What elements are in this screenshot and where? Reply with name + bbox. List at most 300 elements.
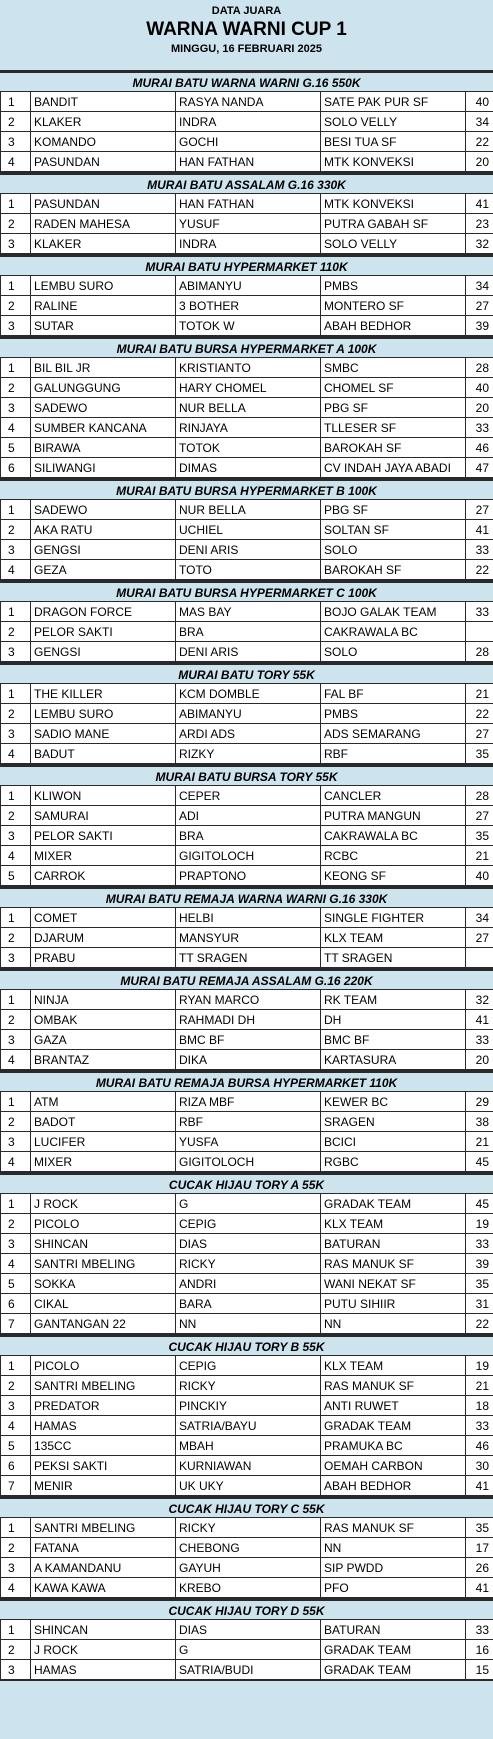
score-cell: 46 xyxy=(466,1436,493,1456)
team-cell: BMC BF xyxy=(321,1030,466,1050)
owner-cell: YUSFA xyxy=(176,1132,321,1152)
score-cell: 40 xyxy=(466,378,493,398)
team-cell: NN xyxy=(321,1538,466,1558)
score-cell: 20 xyxy=(466,398,493,418)
table-row xyxy=(1,398,493,418)
class-section xyxy=(0,887,493,969)
table-row xyxy=(1,1050,493,1070)
table-row xyxy=(1,1396,493,1416)
class-title: MURAI BATU BURSA TORY 55K xyxy=(0,765,493,785)
owner-cell: RAHMADI DH xyxy=(176,1010,321,1030)
team-cell: PUTRA MANGUN xyxy=(321,806,466,826)
rank-cell: 4 xyxy=(1,1254,31,1274)
owner-cell: HAN FATHAN xyxy=(176,194,321,214)
rank-cell: 1 xyxy=(1,1518,31,1538)
team-cell: BATURAN xyxy=(321,1234,466,1254)
table-row xyxy=(1,540,493,560)
rank-cell: 2 xyxy=(1,806,31,826)
score-cell: 32 xyxy=(466,234,493,254)
table-row xyxy=(1,458,493,478)
class-section xyxy=(0,1599,493,1681)
rank-cell: 2 xyxy=(1,112,31,132)
class-title: CUCAK HIJAU TORY D 55K xyxy=(0,1599,493,1619)
bird-name-cell: A KAMANDANU xyxy=(31,1558,176,1578)
rank-cell: 4 xyxy=(1,152,31,172)
score-cell: 21 xyxy=(466,846,493,866)
owner-cell: TOTOK xyxy=(176,438,321,458)
bird-name-cell: SANTRI MBELING xyxy=(31,1254,176,1274)
table-row xyxy=(1,1254,493,1274)
score-cell: 19 xyxy=(466,1214,493,1234)
team-cell: CAKRAWALA BC xyxy=(321,826,466,846)
rank-cell: 4 xyxy=(1,846,31,866)
table-row xyxy=(1,622,493,642)
results-sections xyxy=(0,71,493,1681)
results-table xyxy=(0,1193,493,1334)
rank-cell: 6 xyxy=(1,458,31,478)
score-cell xyxy=(466,622,493,642)
class-section xyxy=(0,173,493,255)
rank-cell: 3 xyxy=(1,642,31,662)
owner-cell: G xyxy=(176,1194,321,1214)
score-cell: 40 xyxy=(466,866,493,886)
score-cell: 27 xyxy=(466,724,493,744)
team-cell: PBG SF xyxy=(321,500,466,520)
bird-name-cell: BANDIT xyxy=(31,92,176,112)
bird-name-cell: ATM xyxy=(31,1092,176,1112)
team-cell: GRADAK TEAM xyxy=(321,1660,466,1680)
score-cell: 35 xyxy=(466,1518,493,1538)
rank-cell: 3 xyxy=(1,1030,31,1050)
team-cell: MTK KONVEKSI xyxy=(321,152,466,172)
bird-name-cell: PELOR SAKTI xyxy=(31,826,176,846)
team-cell: KLX TEAM xyxy=(321,928,466,948)
rank-cell: 1 xyxy=(1,1356,31,1376)
score-cell: 31 xyxy=(466,1294,493,1314)
table-row xyxy=(1,1456,493,1476)
results-table xyxy=(0,907,493,968)
table-row xyxy=(1,1558,493,1578)
event-title: WARNA WARNI CUP 1 xyxy=(146,19,347,40)
table-row xyxy=(1,1640,493,1660)
team-cell: KLX TEAM xyxy=(321,1356,466,1376)
table-row xyxy=(1,194,493,214)
rank-cell: 2 xyxy=(1,704,31,724)
bird-name-cell: PREDATOR xyxy=(31,1396,176,1416)
bird-name-cell: LUCIFER xyxy=(31,1132,176,1152)
team-cell: OEMAH CARBON xyxy=(321,1456,466,1476)
rank-cell: 4 xyxy=(1,1152,31,1172)
bird-name-cell: GENGSI xyxy=(31,540,176,560)
owner-cell: CEPIG xyxy=(176,1214,321,1234)
score-cell: 33 xyxy=(466,1030,493,1050)
bird-name-cell: AKA RATU xyxy=(31,520,176,540)
rank-cell: 3 xyxy=(1,540,31,560)
results-table xyxy=(0,91,493,172)
event-date: MINGGU, 16 FEBRUARI 2025 xyxy=(171,43,322,55)
team-cell: RK TEAM xyxy=(321,990,466,1010)
team-cell: BAROKAH SF xyxy=(321,438,466,458)
team-cell: ABAH BEDHOR xyxy=(321,316,466,336)
class-section xyxy=(0,479,493,581)
bird-name-cell: SADEWO xyxy=(31,500,176,520)
bird-name-cell: MENIR xyxy=(31,1476,176,1496)
bird-name-cell: COMET xyxy=(31,908,176,928)
owner-cell: CHEBONG xyxy=(176,1538,321,1558)
score-cell: 41 xyxy=(466,520,493,540)
owner-cell: RBF xyxy=(176,1112,321,1132)
score-cell: 27 xyxy=(466,928,493,948)
score-cell: 33 xyxy=(466,602,493,622)
bird-name-cell: 135CC xyxy=(31,1436,176,1456)
score-cell: 41 xyxy=(466,1010,493,1030)
rank-cell: 2 xyxy=(1,1640,31,1660)
bird-name-cell: GALUNGGUNG xyxy=(31,378,176,398)
class-section xyxy=(0,71,493,173)
rank-cell: 4 xyxy=(1,560,31,580)
bird-name-cell: PASUNDAN xyxy=(31,152,176,172)
class-title: MURAI BATU REMAJA ASSALAM G.16 220K xyxy=(0,969,493,989)
rank-cell: 3 xyxy=(1,1396,31,1416)
rank-cell: 2 xyxy=(1,1010,31,1030)
bird-name-cell: BADOT xyxy=(31,1112,176,1132)
owner-cell: GAYUH xyxy=(176,1558,321,1578)
team-cell: TT SRAGEN xyxy=(321,948,466,968)
table-row xyxy=(1,1476,493,1496)
owner-cell: CEPER xyxy=(176,786,321,806)
class-title: MURAI BATU HYPERMARKET 110K xyxy=(0,255,493,275)
team-cell: SMBC xyxy=(321,358,466,378)
score-cell: 35 xyxy=(466,1274,493,1294)
team-cell: GRADAK TEAM xyxy=(321,1416,466,1436)
team-cell: ABAH BEDHOR xyxy=(321,1476,466,1496)
team-cell: BESI TUA SF xyxy=(321,132,466,152)
table-row xyxy=(1,438,493,458)
bird-name-cell: SHINCAN xyxy=(31,1234,176,1254)
owner-cell: ARDI ADS xyxy=(176,724,321,744)
team-cell: SOLO VELLY xyxy=(321,112,466,132)
rank-cell: 2 xyxy=(1,378,31,398)
bird-name-cell: SAMURAI xyxy=(31,806,176,826)
score-cell xyxy=(466,948,493,968)
rank-cell: 5 xyxy=(1,438,31,458)
team-cell: KEWER BC xyxy=(321,1092,466,1112)
score-cell: 39 xyxy=(466,316,493,336)
rank-cell: 3 xyxy=(1,132,31,152)
bird-name-cell: PEKSI SAKTI xyxy=(31,1456,176,1476)
owner-cell: DIMAS xyxy=(176,458,321,478)
results-table xyxy=(0,1355,493,1496)
owner-cell: DENI ARIS xyxy=(176,642,321,662)
owner-cell: NUR BELLA xyxy=(176,398,321,418)
owner-cell: BRA xyxy=(176,826,321,846)
results-table xyxy=(0,1619,493,1680)
bird-name-cell: KLAKER xyxy=(31,234,176,254)
table-row xyxy=(1,1356,493,1376)
score-cell: 46 xyxy=(466,438,493,458)
table-row xyxy=(1,846,493,866)
results-table xyxy=(0,193,493,254)
owner-cell: INDRA xyxy=(176,234,321,254)
bird-name-cell: GANTANGAN 22 xyxy=(31,1314,176,1334)
rank-cell: 2 xyxy=(1,1112,31,1132)
owner-cell: GIGITOLOCH xyxy=(176,1152,321,1172)
rank-cell: 3 xyxy=(1,1234,31,1254)
table-row xyxy=(1,1214,493,1234)
score-cell: 34 xyxy=(466,908,493,928)
class-title: MURAI BATU REMAJA BURSA HYPERMARKET 110K xyxy=(0,1071,493,1091)
table-row xyxy=(1,1660,493,1680)
team-cell: TLLESER SF xyxy=(321,418,466,438)
table-row xyxy=(1,1314,493,1334)
owner-cell: MAS BAY xyxy=(176,602,321,622)
bird-name-cell: SANTRI MBELING xyxy=(31,1518,176,1538)
bird-name-cell: LEMBU SURO xyxy=(31,704,176,724)
bird-name-cell: FATANA xyxy=(31,1538,176,1558)
team-cell: KARTASURA xyxy=(321,1050,466,1070)
table-row xyxy=(1,1152,493,1172)
team-cell: PBG SF xyxy=(321,398,466,418)
rank-cell: 2 xyxy=(1,928,31,948)
owner-cell: DIAS xyxy=(176,1234,321,1254)
results-table xyxy=(0,785,493,886)
results-table xyxy=(0,683,493,764)
owner-cell: G xyxy=(176,1640,321,1660)
rank-cell: 1 xyxy=(1,786,31,806)
owner-cell: SATRIA/BAYU xyxy=(176,1416,321,1436)
rank-cell: 1 xyxy=(1,92,31,112)
rank-cell: 2 xyxy=(1,1214,31,1234)
table-row xyxy=(1,520,493,540)
score-cell: 23 xyxy=(466,214,493,234)
table-row xyxy=(1,602,493,622)
team-cell: CANCLER xyxy=(321,786,466,806)
owner-cell: RASYA NANDA xyxy=(176,92,321,112)
table-row xyxy=(1,1030,493,1050)
score-cell: 27 xyxy=(466,806,493,826)
team-cell: PMBS xyxy=(321,704,466,724)
class-title: MURAI BATU REMAJA WARNA WARNI G.16 330K xyxy=(0,887,493,907)
team-cell: SRAGEN xyxy=(321,1112,466,1132)
rank-cell: 3 xyxy=(1,234,31,254)
score-cell: 21 xyxy=(466,1376,493,1396)
rank-cell: 3 xyxy=(1,1558,31,1578)
owner-cell: TOTOK W xyxy=(176,316,321,336)
score-cell: 33 xyxy=(466,1416,493,1436)
score-cell: 45 xyxy=(466,1194,493,1214)
bird-name-cell: GAZA xyxy=(31,1030,176,1050)
owner-cell: RIZA MBF xyxy=(176,1092,321,1112)
table-row xyxy=(1,378,493,398)
score-cell: 47 xyxy=(466,458,493,478)
owner-cell: INDRA xyxy=(176,112,321,132)
team-cell: BATURAN xyxy=(321,1620,466,1640)
bird-name-cell: PRABU xyxy=(31,948,176,968)
bird-name-cell: RADEN MAHESA xyxy=(31,214,176,234)
sheet-label: DATA JUARA xyxy=(211,5,282,17)
score-cell: 19 xyxy=(466,1356,493,1376)
bird-name-cell: SANTRI MBELING xyxy=(31,1376,176,1396)
team-cell: RAS MANUK SF xyxy=(321,1376,466,1396)
owner-cell: KCM DOMBLE xyxy=(176,684,321,704)
rank-cell: 7 xyxy=(1,1314,31,1334)
rank-cell: 3 xyxy=(1,724,31,744)
class-section xyxy=(0,1335,493,1497)
team-cell: WANI NEKAT SF xyxy=(321,1274,466,1294)
team-cell: SOLO VELLY xyxy=(321,234,466,254)
rank-cell: 4 xyxy=(1,1050,31,1070)
rank-cell: 1 xyxy=(1,908,31,928)
table-row xyxy=(1,928,493,948)
rank-cell: 1 xyxy=(1,1194,31,1214)
class-title: MURAI BATU WARNA WARNI G.16 550K xyxy=(0,71,493,91)
table-row xyxy=(1,704,493,724)
rank-cell: 5 xyxy=(1,1274,31,1294)
class-title: MURAI BATU BURSA HYPERMARKET B 100K xyxy=(0,479,493,499)
score-cell: 30 xyxy=(466,1456,493,1476)
rank-cell: 3 xyxy=(1,1660,31,1680)
score-cell: 22 xyxy=(466,560,493,580)
owner-cell: 3 BOTHER xyxy=(176,296,321,316)
rank-cell: 3 xyxy=(1,316,31,336)
score-cell: 21 xyxy=(466,684,493,704)
table-row xyxy=(1,1416,493,1436)
score-cell: 17 xyxy=(466,1538,493,1558)
owner-cell: MANSYUR xyxy=(176,928,321,948)
score-cell: 28 xyxy=(466,786,493,806)
bird-name-cell: NINJA xyxy=(31,990,176,1010)
table-row xyxy=(1,724,493,744)
owner-cell: DIAS xyxy=(176,1620,321,1640)
table-row xyxy=(1,1092,493,1112)
bird-name-cell: THE KILLER xyxy=(31,684,176,704)
table-row xyxy=(1,1294,493,1314)
team-cell: SOLTAN SF xyxy=(321,520,466,540)
owner-cell: SATRIA/BUDI xyxy=(176,1660,321,1680)
rank-cell: 1 xyxy=(1,684,31,704)
table-row xyxy=(1,132,493,152)
class-title: MURAI BATU BURSA HYPERMARKET C 100K xyxy=(0,581,493,601)
table-row xyxy=(1,1518,493,1538)
results-table xyxy=(0,1517,493,1598)
rank-cell: 5 xyxy=(1,866,31,886)
owner-cell: GIGITOLOCH xyxy=(176,846,321,866)
owner-cell: BARA xyxy=(176,1294,321,1314)
rank-cell: 2 xyxy=(1,520,31,540)
bird-name-cell: SADEWO xyxy=(31,398,176,418)
bird-name-cell: SHINCAN xyxy=(31,1620,176,1640)
owner-cell: MBAH xyxy=(176,1436,321,1456)
score-cell: 38 xyxy=(466,1112,493,1132)
table-row xyxy=(1,990,493,1010)
bird-name-cell: BADUT xyxy=(31,744,176,764)
rank-cell: 3 xyxy=(1,826,31,846)
team-cell: CAKRAWALA BC xyxy=(321,622,466,642)
owner-cell: KRISTIANTO xyxy=(176,358,321,378)
team-cell: PUTU SIHIIR xyxy=(321,1294,466,1314)
class-section xyxy=(0,255,493,337)
class-title: MURAI BATU ASSALAM G.16 330K xyxy=(0,173,493,193)
score-cell: 35 xyxy=(466,744,493,764)
rank-cell: 4 xyxy=(1,1578,31,1598)
class-title: MURAI BATU TORY 55K xyxy=(0,663,493,683)
rank-cell: 4 xyxy=(1,744,31,764)
table-row xyxy=(1,1376,493,1396)
bird-name-cell: J ROCK xyxy=(31,1194,176,1214)
bird-name-cell: BIL BIL JR xyxy=(31,358,176,378)
team-cell: DH xyxy=(321,1010,466,1030)
team-cell: ANTI RUWET xyxy=(321,1396,466,1416)
team-cell: GRADAK TEAM xyxy=(321,1640,466,1660)
score-cell: 33 xyxy=(466,1620,493,1640)
rank-cell: 4 xyxy=(1,1416,31,1436)
table-row xyxy=(1,560,493,580)
table-row xyxy=(1,1112,493,1132)
bird-name-cell: CARROK xyxy=(31,866,176,886)
rank-cell: 2 xyxy=(1,1538,31,1558)
owner-cell: BMC BF xyxy=(176,1030,321,1050)
table-row xyxy=(1,908,493,928)
score-cell: 29 xyxy=(466,1092,493,1112)
table-row xyxy=(1,786,493,806)
bird-name-cell: KOMANDO xyxy=(31,132,176,152)
owner-cell: NUR BELLA xyxy=(176,500,321,520)
bird-name-cell: GEZA xyxy=(31,560,176,580)
table-row xyxy=(1,1436,493,1456)
class-section xyxy=(0,1173,493,1335)
team-cell: CHOMEL SF xyxy=(321,378,466,398)
team-cell: PUTRA GABAH SF xyxy=(321,214,466,234)
team-cell: RBF xyxy=(321,744,466,764)
bird-name-cell: OMBAK xyxy=(31,1010,176,1030)
rank-cell: 4 xyxy=(1,418,31,438)
score-cell: 41 xyxy=(466,194,493,214)
team-cell: PMBS xyxy=(321,276,466,296)
bird-name-cell: SUMBER KANCANA xyxy=(31,418,176,438)
score-cell: 21 xyxy=(466,1132,493,1152)
bird-name-cell: KLAKER xyxy=(31,112,176,132)
table-row xyxy=(1,948,493,968)
score-cell: 26 xyxy=(466,1558,493,1578)
owner-cell: UCHIEL xyxy=(176,520,321,540)
team-cell: BCICI xyxy=(321,1132,466,1152)
class-title: CUCAK HIJAU TORY A 55K xyxy=(0,1173,493,1193)
owner-cell: ADI xyxy=(176,806,321,826)
results-table xyxy=(0,275,493,336)
table-row xyxy=(1,826,493,846)
team-cell: RCBC xyxy=(321,846,466,866)
table-row xyxy=(1,296,493,316)
bird-name-cell: DJARUM xyxy=(31,928,176,948)
owner-cell: HAN FATHAN xyxy=(176,152,321,172)
table-row xyxy=(1,1538,493,1558)
owner-cell: KURNIAWAN xyxy=(176,1456,321,1476)
rank-cell: 2 xyxy=(1,214,31,234)
sheet-header xyxy=(0,0,493,71)
owner-cell: RICKY xyxy=(176,1254,321,1274)
score-cell: 15 xyxy=(466,1660,493,1680)
class-section xyxy=(0,1071,493,1173)
score-cell: 41 xyxy=(466,1578,493,1598)
bird-name-cell: KLIWON xyxy=(31,786,176,806)
rank-cell: 3 xyxy=(1,948,31,968)
team-cell: SIP PWDD xyxy=(321,1558,466,1578)
results-table xyxy=(0,989,493,1070)
score-cell: 27 xyxy=(466,500,493,520)
owner-cell: PRAPTONO xyxy=(176,866,321,886)
table-row xyxy=(1,744,493,764)
rank-cell: 1 xyxy=(1,1620,31,1640)
